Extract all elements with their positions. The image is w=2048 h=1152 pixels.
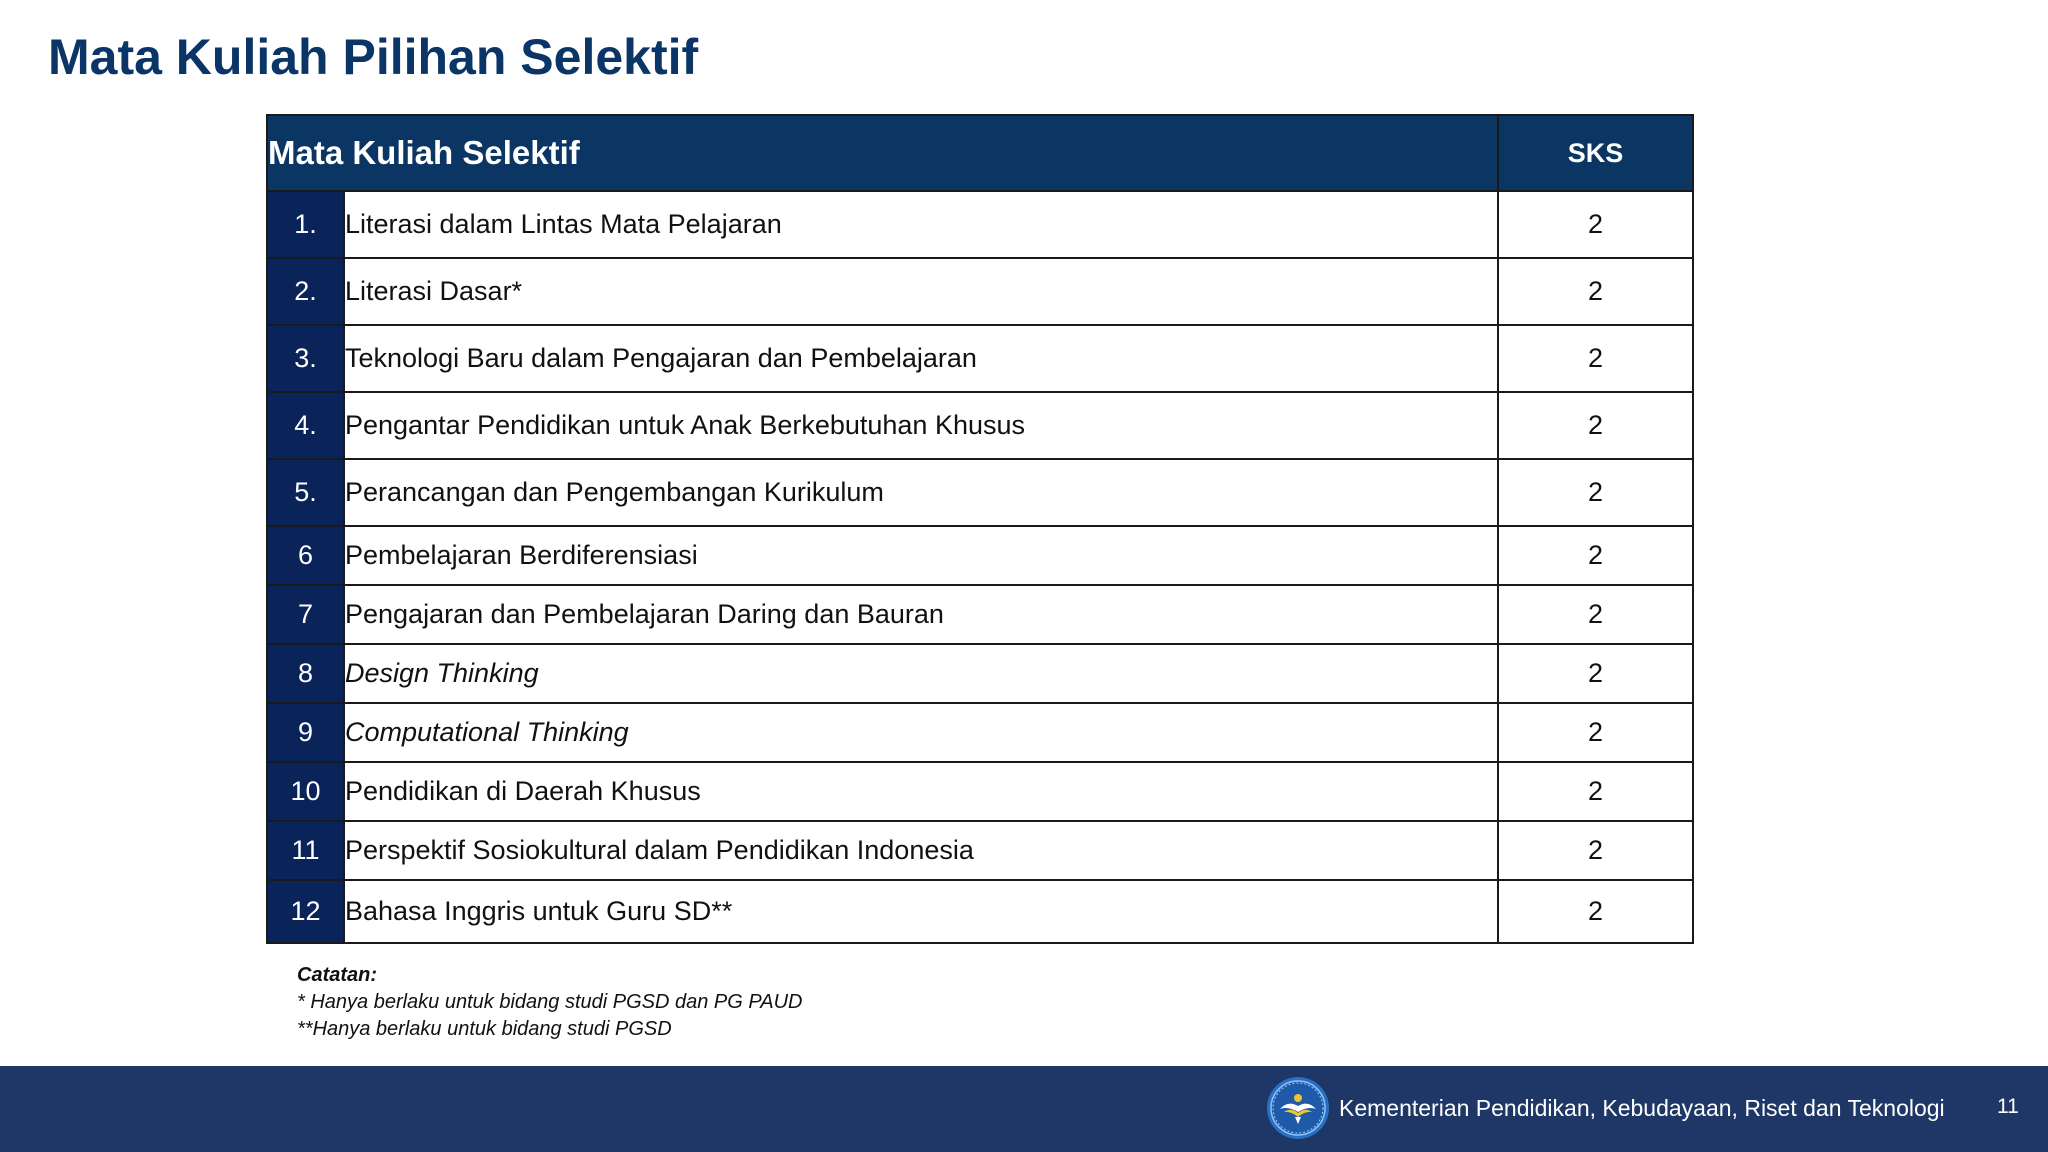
tut-wuri-handayani-emblem-icon [1266,1076,1330,1140]
course-credits: 2 [1498,762,1693,821]
header-credits: SKS [1498,115,1693,191]
table-row [267,880,1693,943]
course-credits: 2 [1498,821,1693,880]
table-row [267,459,1693,526]
course-credits: 2 [1498,459,1693,526]
course-credits: 2 [1498,325,1693,392]
ministry-name: Kementerian Pendidikan, Kebudayaan, Riset dan Teknologi [1339,1095,1945,1121]
course-name: Pengajaran dan Pembelajaran Daring dan Bauran [344,585,1498,644]
row-number: 4. [267,392,344,459]
row-number: 5. [267,459,344,526]
row-number: 1. [267,191,344,258]
course-name: Computational Thinking [344,703,1498,762]
page-title: Mata Kuliah Pilihan Selektif [48,29,699,85]
table-row [267,258,1693,325]
course-name: Perspektif Sosiokultural dalam Pendidikan Indonesia [344,821,1498,880]
course-name: Teknologi Baru dalam Pengajaran dan Pembelajaran [344,325,1498,392]
row-number: 6 [267,526,344,585]
course-table [266,114,1694,944]
row-number: 11 [267,821,344,880]
row-number: 9 [267,703,344,762]
course-name: Literasi Dasar* [344,258,1498,325]
row-number: 12 [267,880,344,943]
note-line: * Hanya berlaku untuk bidang studi PGSD dan PG PAUD [297,991,803,1013]
table-row [267,325,1693,392]
table-row [267,703,1693,762]
page-number: 11 [1997,1095,2019,1118]
course-name: Pendidikan di Daerah Khusus [344,762,1498,821]
course-credits: 2 [1498,191,1693,258]
row-number: 7 [267,585,344,644]
course-name: Perancangan dan Pengembangan Kurikulum [344,459,1498,526]
header-course-name: Mata Kuliah Selektif [267,115,1498,191]
course-credits: 2 [1498,644,1693,703]
notes-heading: Catatan: [297,964,378,986]
row-number: 10 [267,762,344,821]
row-number: 3. [267,325,344,392]
table-row [267,191,1693,258]
course-name: Pembelajaran Berdiferensiasi [344,526,1498,585]
table-row [267,762,1693,821]
table-header-row [267,115,1693,191]
row-number: 2. [267,258,344,325]
table-row [267,392,1693,459]
course-credits: 2 [1498,392,1693,459]
footer-bar [0,1066,2048,1152]
course-credits: 2 [1498,880,1693,943]
course-credits: 2 [1498,585,1693,644]
table-row [267,644,1693,703]
course-name: Literasi dalam Lintas Mata Pelajaran [344,191,1498,258]
note-line: **Hanya berlaku untuk bidang studi PGSD [297,1018,672,1040]
table-row [267,526,1693,585]
course-name: Pengantar Pendidikan untuk Anak Berkebutuhan Khusus [344,392,1498,459]
row-number: 8 [267,644,344,703]
table-row [267,585,1693,644]
course-credits: 2 [1498,526,1693,585]
course-name: Bahasa Inggris untuk Guru SD** [344,880,1498,943]
table-row [267,821,1693,880]
course-credits: 2 [1498,703,1693,762]
course-name: Design Thinking [344,644,1498,703]
notes-block [297,962,802,1043]
course-credits: 2 [1498,258,1693,325]
